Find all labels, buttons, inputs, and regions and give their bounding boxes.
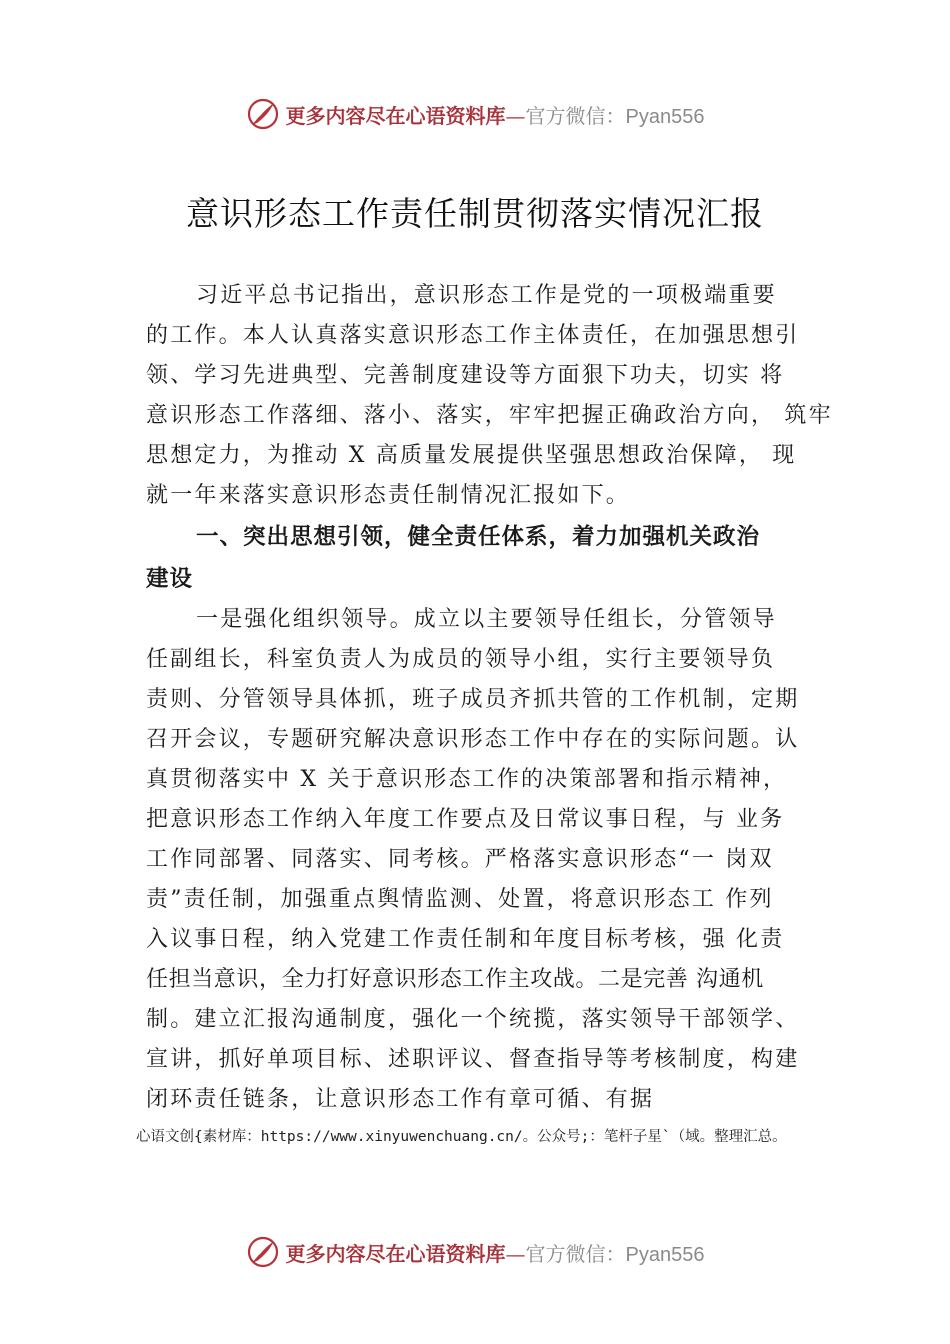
document-title: 意识形态工作责任制贯彻落实情况汇报: [186, 194, 764, 233]
intro-line: 就一年来落实意识形态责任制情况汇报如下。: [146, 483, 631, 508]
section-line: 一是强化组织领导。成立以主要领导任组长，分管领导: [196, 607, 777, 632]
section-line: 任担当意识，全力打好意识形态工作主攻战。二是完善 沟通机: [146, 967, 764, 992]
intro-line: 领、学习先进典型、完善制度建设等方面狠下功夫，切实 将: [146, 363, 785, 388]
section-heading: 一、突出思想引领，健全责任体系，着力加强机关政治: [196, 524, 761, 550]
intro-line: 习近平总书记指出，意识形态工作是党的一项极端重要: [196, 283, 777, 308]
document-body: [146, 276, 836, 1120]
banner-wechat-label: 官方微信：: [525, 1241, 626, 1266]
section-line: 闭环责任链条，让意识形态工作有章可循、有据: [146, 1087, 655, 1112]
intro-line: 意识形态工作落细、落小、落实，牢牢把握正确政治方向， 筑牢: [146, 403, 833, 428]
section-line: 制。建立汇报沟通制度，强化一个统揽，落实领导干部领学、: [146, 1007, 800, 1032]
footer-banner: [0, 1232, 950, 1272]
section-line: 真贯彻落实中 X 关于意识形态工作的决策部署和指示精神，: [146, 767, 788, 792]
section-line: 把意识形态工作纳入年度工作要点及日常议事日程，与 业务: [146, 807, 785, 832]
feather-pen-logo-icon: [246, 97, 280, 131]
banner-text: [286, 1238, 705, 1267]
feather-pen-logo-icon: [246, 1235, 280, 1269]
banner-wechat-label: 官方微信：: [525, 103, 626, 128]
intro-line: 思想定力，为推动 X 高质量发展提供坚强思想政治保障， 现: [146, 443, 797, 468]
section-line: 入议事日程，纳入党建工作责任制和年度目标考核，强 化责: [146, 927, 785, 952]
banner-separator: —: [505, 103, 526, 128]
source-footnote: 心语文创{素材库：https://www.xinyuwenchuang.cn/。公众号;：笔杆子星`（域。整理汇总。: [136, 1129, 787, 1145]
intro-line: 的工作。本人认真落实意识形态工作主体责任，在加强思想引: [146, 323, 800, 348]
section-line: 责”责任制，加强重点舆情监测、处置，将意识形态工 作列: [146, 887, 774, 912]
section-line: 责则、分管领导具体抓，班子成员齐抓共管的工作机制，定期: [146, 687, 800, 712]
banner-separator: —: [505, 1241, 526, 1266]
section-line: 工作同部署、同落实、同考核。严格落实意识形态“一 岗双: [146, 847, 774, 872]
banner-wechat-id: Pyan556: [625, 105, 705, 128]
banner-slogan: 更多内容尽在心语资料库: [285, 103, 506, 128]
section-heading: 建设: [146, 566, 194, 592]
banner-slogan: 更多内容尽在心语资料库: [285, 1241, 506, 1266]
header-banner: [0, 94, 950, 134]
section-line: 任副组长，科室负责人为成员的领导小组，实行主要领导负: [146, 647, 776, 672]
section-line: 宣讲，抓好单项目标、述职评议、督查指导等考核制度，构建: [146, 1047, 800, 1072]
banner-wechat-id: Pyan556: [625, 1243, 705, 1266]
banner-text: [286, 100, 705, 129]
section-line: 召开会议，专题研究解决意识形态工作中存在的实际问题。认: [146, 727, 800, 752]
